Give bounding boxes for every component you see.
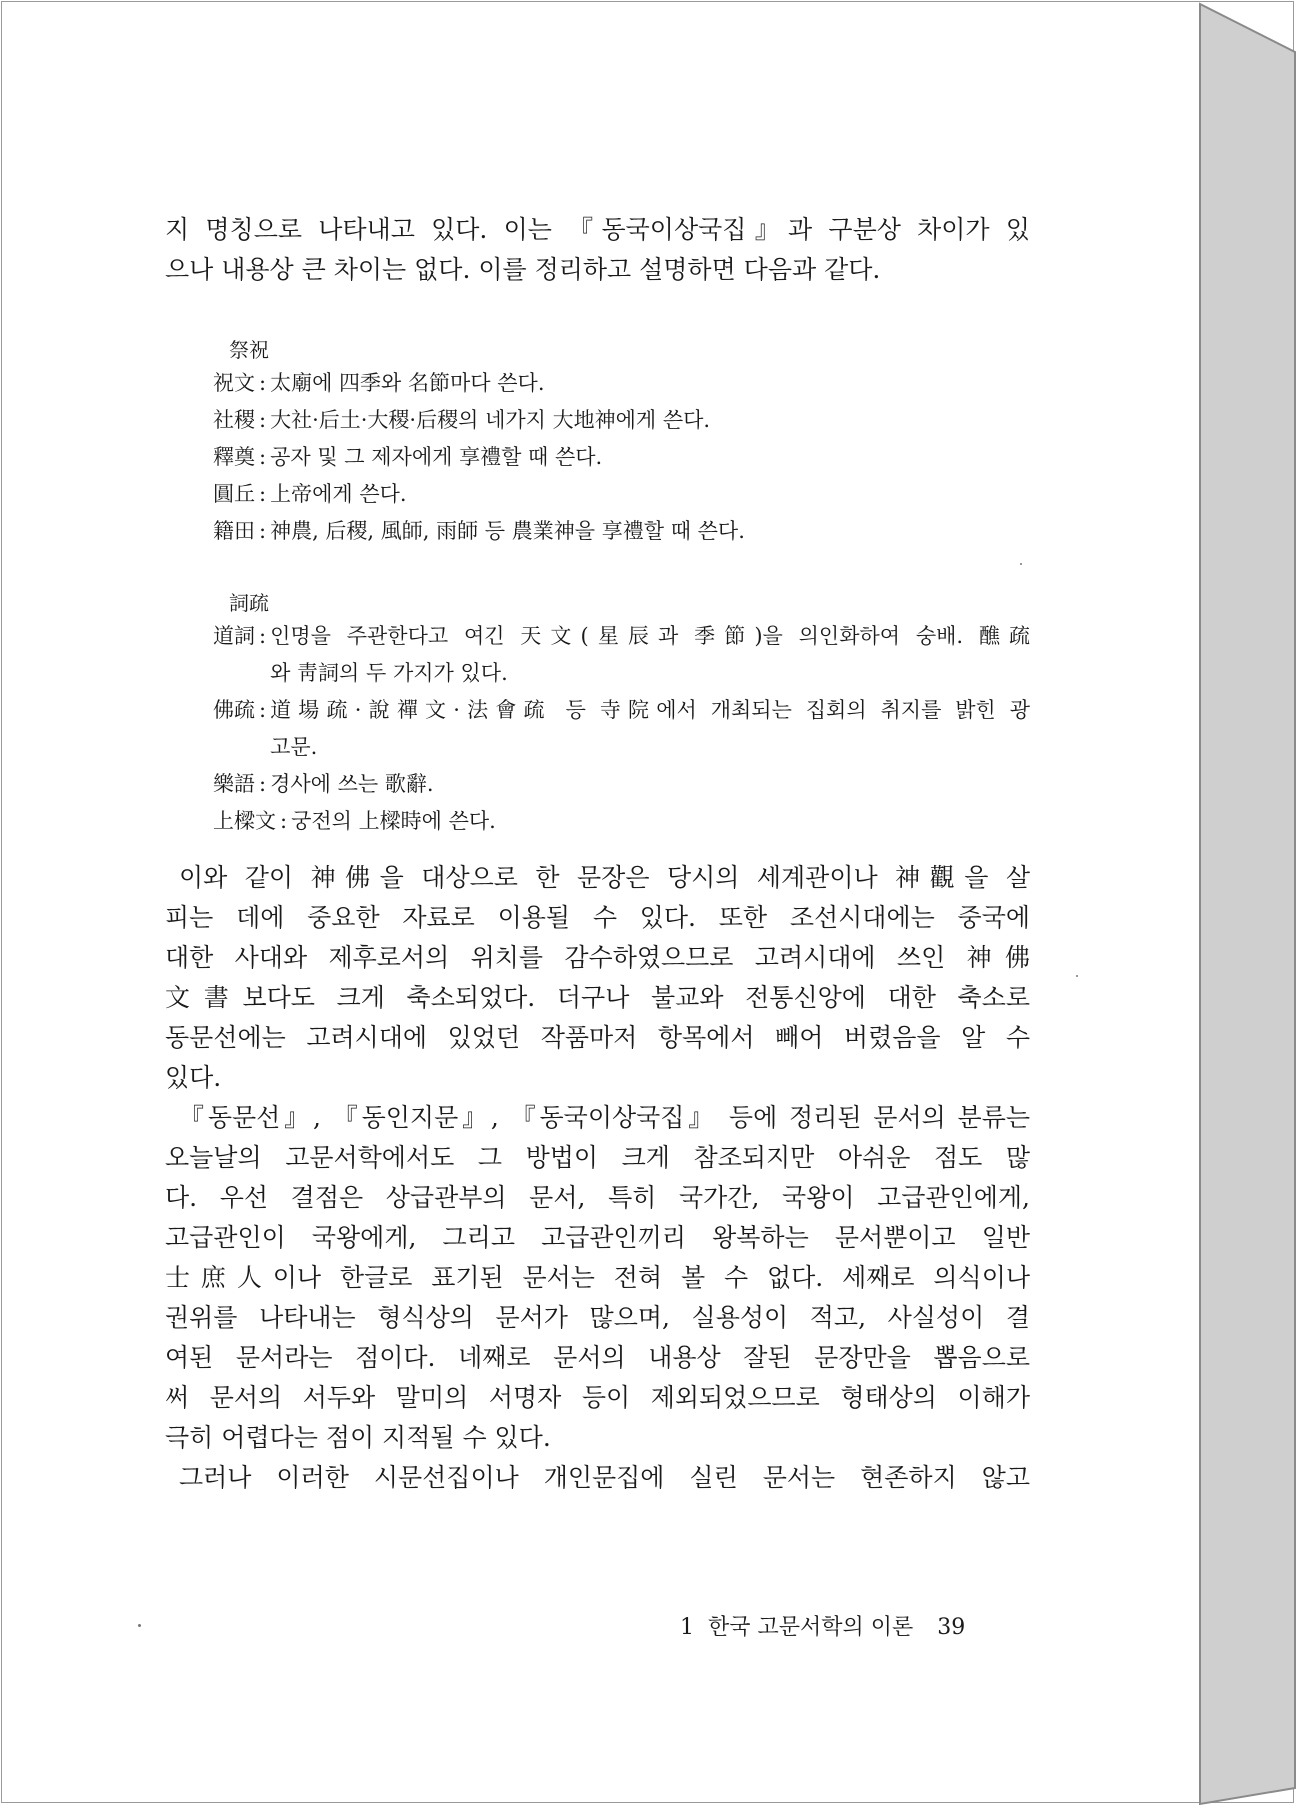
entry-term: 釋奠	[213, 445, 255, 469]
body-paragraph	[165, 1098, 1030, 1458]
body-paragraph	[165, 858, 1030, 1098]
scan-speck	[138, 1624, 141, 1627]
entry-description: 大社·后土·大稷·后稷의 네가지 大地神에게 쓴다.	[270, 408, 711, 432]
body-paragraph	[165, 1458, 1030, 1498]
text-line: 그러나 이러한 시문선집이나 개인문집에 실린 문서는 현존하지 않고	[179, 1463, 1030, 1492]
text-line: 권위를 나타내는 형식상의 문서가 많으며, 실용성이 적고, 사실성이 결	[165, 1303, 1030, 1332]
text-line: 『동문선』, 『동인지문』, 『동국이상국집』 등에 정리된 문서의 분류는	[179, 1103, 1030, 1132]
definition-entry: 上樑文 : 궁전의 上樑時에 쓴다.	[213, 803, 1030, 840]
section-saso	[213, 588, 1030, 840]
entry-description: 와 靑詞의 두 가지가 있다.	[270, 661, 508, 685]
page-content	[165, 210, 1030, 1498]
entry-term: 佛疏	[213, 698, 255, 722]
definition-entry: 籍田 : 神農, 后稷, 風師, 雨師 등 農業神을 享禮할 때 쓴다.	[213, 513, 1030, 550]
definition-entry: 祝文 : 太廟에 四季와 名節마다 쓴다.	[213, 365, 1030, 402]
intro-paragraph	[165, 210, 1030, 290]
text-line: 으나 내용상 큰 차이는 없다. 이를 정리하고 설명하면 다음과 같다.	[165, 255, 881, 284]
text-line: 있다.	[165, 1063, 222, 1092]
entry-term: 圓丘	[213, 482, 255, 506]
entry-description: 上帝에게 쓴다.	[270, 482, 407, 506]
entry-description: 神農, 后稷, 風師, 雨師 등 農業神을 享禮할 때 쓴다.	[270, 519, 745, 543]
text-line: 여된 문서라는 점이다. 네째로 문서의 내용상 잘된 문장만을 뽑음으로	[165, 1343, 1030, 1372]
entry-term: 道詞	[213, 624, 255, 648]
section-jechuk	[213, 335, 1030, 550]
section-heading: 詞疏	[229, 591, 269, 615]
scan-speck	[1076, 975, 1078, 977]
text-line: 이와 같이 神佛을 대상으로 한 문장은 당시의 세계관이나 神觀을 살	[179, 863, 1030, 892]
text-line: 대한 사대와 제후로서의 위치를 감수하였으므로 고려시대에 쓰인 神佛	[165, 943, 1030, 972]
text-line: 오늘날의 고문서학에서도 그 방법이 크게 참조되지만 아쉬운 점도 많	[165, 1143, 1030, 1172]
chapter-title: 한국 고문서학의 이론	[708, 1615, 914, 1640]
text-line: 써 문서의 서두와 말미의 서명자 등이 제외되었으므로 형태상의 이해가	[165, 1383, 1030, 1412]
chapter-number: 1	[680, 1615, 694, 1640]
book-page-edge	[1198, 0, 1297, 1806]
entry-term: 祝文	[213, 371, 255, 395]
entry-description: 궁전의 上樑時에 쓴다.	[291, 809, 496, 833]
text-line: 고급관인이 국왕에게, 그리고 고급관인끼리 왕복하는 문서뿐이고 일반	[165, 1223, 1030, 1252]
text-line: 동문선에는 고려시대에 있었던 작품마저 항목에서 빼어 버렸음을 알 수	[165, 1023, 1030, 1052]
text-line: 다. 우선 결점은 상급관부의 문서, 특히 국가간, 국왕이 고급관인에게,	[165, 1183, 1030, 1212]
definition-entry: 樂語 : 경사에 쓰는 歌辭.	[213, 766, 1030, 803]
text-line: 士庶人이나 한글로 표기된 문서는 전혀 볼 수 없다. 세째로 의식이나	[165, 1263, 1030, 1292]
page-number: 39	[937, 1615, 966, 1640]
definition-entry: 釋奠 : 공자 및 그 제자에게 享禮할 때 쓴다.	[213, 439, 1030, 476]
text-line: 극히 어렵다는 점이 지적될 수 있다.	[165, 1423, 551, 1452]
entry-description: 인명을 주관한다고 여긴 天文(星辰과 季節)을 의인화하여 숭배. 醮疏	[270, 624, 1030, 648]
definition-entry: 圓丘 : 上帝에게 쓴다.	[213, 476, 1030, 513]
entry-term: 社稷	[213, 408, 255, 432]
entry-description: 경사에 쓰는 歌辭.	[270, 772, 434, 796]
entry-term: 上樑文	[213, 809, 276, 833]
definition-entry: 佛疏 : 道場疏·說禪文·法會疏 등 寺院에서 개최되는 집회의 취지를 밝힌 광 고문.	[213, 692, 1030, 766]
definition-entry: 社稷 : 大社·后土·大稷·后稷의 네가지 大地神에게 쓴다.	[213, 402, 1030, 439]
entry-description: 공자 및 그 제자에게 享禮할 때 쓴다.	[270, 445, 603, 469]
entry-description: 太廟에 四季와 名節마다 쓴다.	[270, 371, 545, 395]
entry-term: 籍田	[213, 519, 255, 543]
scan-speck	[1020, 563, 1022, 565]
text-line: 피는 데에 중요한 자료로 이용될 수 있다. 또한 조선시대에는 중국에	[165, 903, 1030, 932]
entry-term: 樂語	[213, 772, 255, 796]
section-heading: 祭祝	[229, 338, 269, 362]
entry-description: 道場疏·說禪文·法會疏 등 寺院에서 개최되는 집회의 취지를 밝힌 광	[270, 698, 1030, 722]
definition-entry: 道詞 : 인명을 주관한다고 여긴 天文(星辰과 季節)을 의인화하여 숭배. 醮疏 와 靑詞의 두 가지가 있다.	[213, 618, 1030, 692]
entry-description: 고문.	[270, 735, 318, 759]
text-line: 지 명칭으로 나타내고 있다. 이는 『동국이상국집』과 구분상 차이가 있	[165, 215, 1030, 244]
running-footer	[680, 1610, 1010, 1641]
text-line: 文書보다도 크게 축소되었다. 더구나 불교와 전통신앙에 대한 축소로	[165, 983, 1030, 1012]
